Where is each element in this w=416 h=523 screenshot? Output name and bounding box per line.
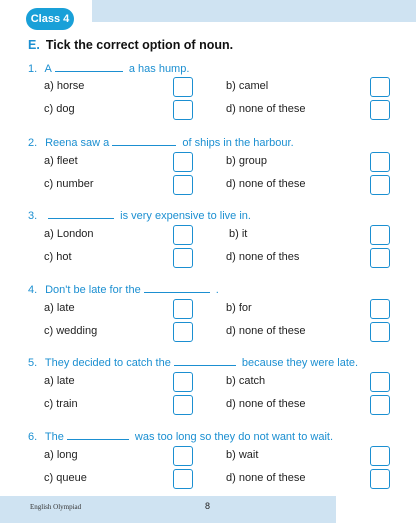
question-number: 6. — [28, 431, 38, 443]
option-d: d) none of these — [226, 472, 306, 484]
option-c: c) hot — [44, 251, 72, 263]
question-3 — [28, 208, 251, 222]
question-text-after: because they were late. — [241, 357, 359, 369]
checkbox-option-d[interactable] — [370, 175, 390, 195]
option-b: b) it — [229, 228, 248, 240]
question-5 — [28, 355, 358, 369]
option-a: a) late — [44, 302, 75, 314]
option-d: d) none of these — [226, 325, 306, 337]
checkbox-option-d[interactable] — [370, 100, 390, 120]
question-number: 4. — [28, 284, 38, 296]
question-text-after: a has hump. — [128, 63, 190, 75]
checkbox-option-a[interactable] — [173, 152, 193, 172]
question-text-before: A — [44, 63, 52, 75]
footer-blank — [336, 496, 416, 523]
option-c: c) wedding — [44, 325, 98, 337]
checkbox-option-b[interactable] — [370, 372, 390, 392]
question-number: 5. — [28, 357, 38, 369]
option-d: d) none of these — [226, 178, 306, 190]
footer-band — [0, 496, 336, 523]
option-d: d) none of these — [226, 103, 306, 115]
checkbox-option-b[interactable] — [370, 152, 390, 172]
answer-blank — [55, 61, 123, 72]
option-b: b) wait — [226, 449, 259, 461]
question-1 — [28, 61, 189, 75]
header-bar — [92, 0, 416, 22]
option-d: d) none of these — [226, 398, 306, 410]
option-a: a) horse — [44, 80, 85, 92]
answer-blank — [174, 355, 236, 366]
option-a: a) fleet — [44, 155, 78, 167]
exercise-instruction: Tick the correct option of noun. — [45, 38, 234, 52]
option-c: c) dog — [44, 103, 75, 115]
question-text-before: They decided to catch the — [44, 357, 171, 369]
question-number: 1. — [28, 63, 38, 75]
answer-blank — [48, 208, 114, 219]
question-text-after: of ships in the harbour. — [182, 137, 294, 149]
option-a: a) London — [44, 228, 94, 240]
checkbox-option-b[interactable] — [370, 299, 390, 319]
checkbox-option-c[interactable] — [173, 395, 193, 415]
option-b: b) for — [226, 302, 252, 314]
checkbox-option-a[interactable] — [173, 299, 193, 319]
checkbox-option-d[interactable] — [370, 469, 390, 489]
page-footer — [0, 496, 416, 523]
checkbox-option-c[interactable] — [173, 322, 193, 342]
checkbox-option-a[interactable] — [173, 77, 193, 97]
checkbox-option-b[interactable] — [370, 77, 390, 97]
checkbox-option-d[interactable] — [370, 322, 390, 342]
checkbox-option-b[interactable] — [370, 225, 390, 245]
question-6 — [28, 429, 333, 443]
question-text-after: is very expensive to live in. — [120, 210, 251, 222]
question-4 — [28, 282, 219, 296]
option-c: c) queue — [44, 472, 87, 484]
option-b: b) camel — [226, 80, 269, 92]
checkbox-option-d[interactable] — [370, 248, 390, 268]
answer-blank — [67, 429, 129, 440]
option-c: c) number — [44, 178, 94, 190]
checkbox-option-c[interactable] — [173, 248, 193, 268]
class-badge: Class 4 — [26, 8, 74, 30]
checkbox-option-a[interactable] — [173, 372, 193, 392]
option-d: d) none of thes — [226, 251, 300, 263]
answer-blank — [144, 282, 210, 293]
exercise-letter: E. — [28, 38, 40, 52]
checkbox-option-d[interactable] — [370, 395, 390, 415]
footer-title: English Olympiad — [30, 503, 82, 511]
checkbox-option-c[interactable] — [173, 100, 193, 120]
question-number: 2. — [28, 137, 38, 149]
question-2 — [28, 135, 294, 149]
checkbox-option-b[interactable] — [370, 446, 390, 466]
page-number: 8 — [205, 501, 211, 511]
checkbox-option-c[interactable] — [173, 175, 193, 195]
question-number: 3. — [28, 210, 38, 222]
checkbox-option-a[interactable] — [173, 225, 193, 245]
question-text-after: . — [215, 284, 219, 296]
checkbox-option-c[interactable] — [173, 469, 193, 489]
option-a: a) late — [44, 375, 75, 387]
checkbox-option-a[interactable] — [173, 446, 193, 466]
question-text-before: The — [44, 431, 64, 443]
option-b: b) group — [226, 155, 267, 167]
option-a: a) long — [44, 449, 78, 461]
question-text-before: Don't be late for the — [45, 284, 141, 296]
exercise-heading — [28, 38, 233, 52]
question-text-before: Reena saw a — [45, 137, 110, 149]
answer-blank — [112, 135, 176, 146]
question-text-after: was too long so they do not want to wait. — [134, 431, 334, 443]
option-c: c) train — [44, 398, 78, 410]
option-b: b) catch — [226, 375, 266, 387]
